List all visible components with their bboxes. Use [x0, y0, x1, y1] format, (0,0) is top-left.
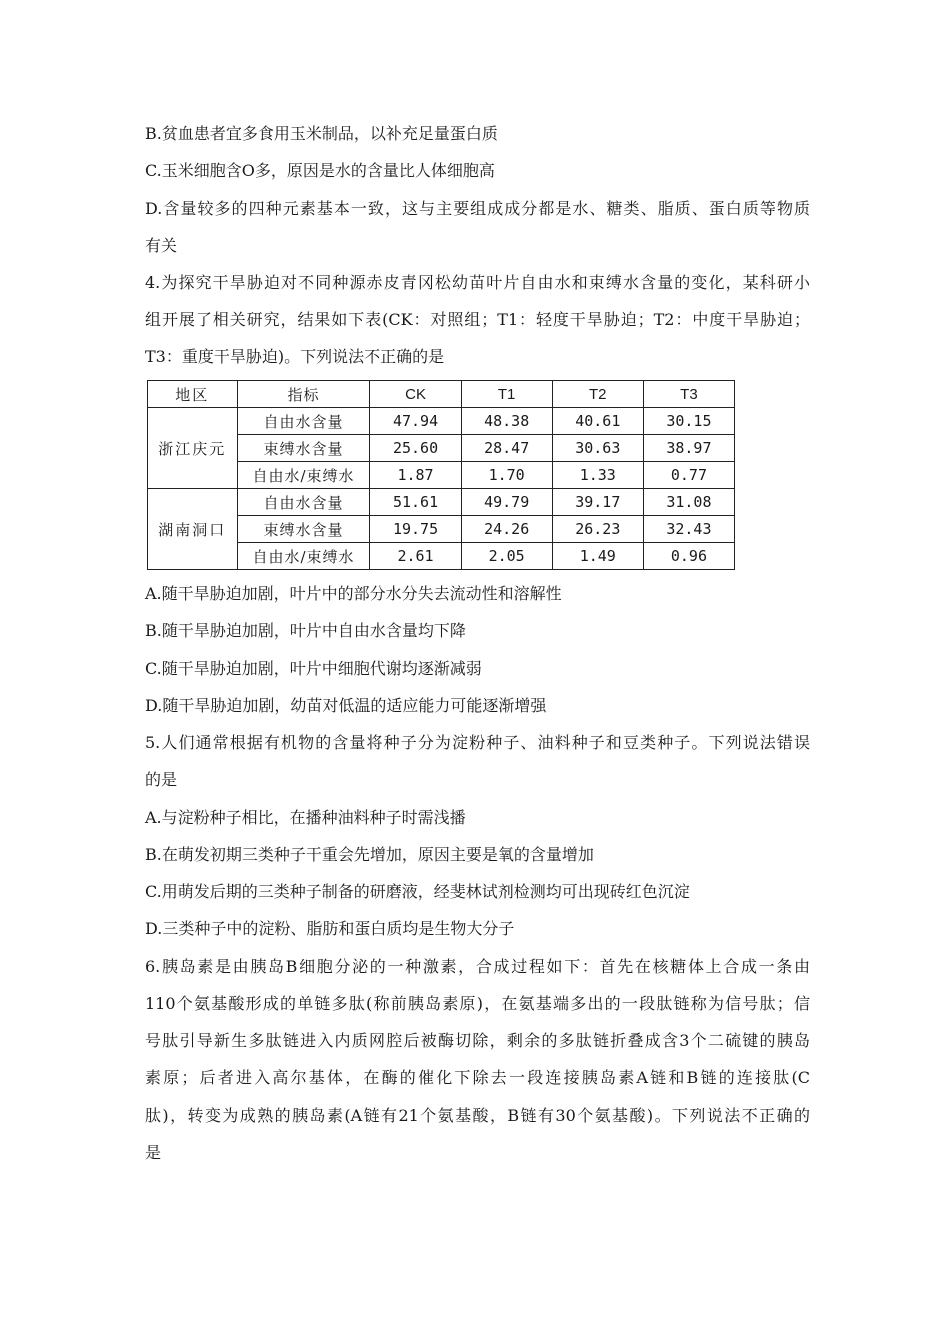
value-cell: 25.60 — [370, 435, 461, 462]
region-cell: 浙江庆元 — [148, 408, 238, 489]
value-cell: 0.96 — [643, 543, 734, 570]
q4-stem-line1: 4.为探究干旱胁迫对不同种源赤皮青冈松幼苗叶片自由水和束缚水含量的变化，某科研小 — [145, 273, 810, 292]
q4-option-b: B.随干旱胁迫加剧，叶片中自由水含量均下降 — [145, 621, 466, 640]
value-cell: 38.97 — [643, 435, 734, 462]
value-cell: 1.49 — [552, 543, 643, 570]
q3-option-c: C.玉米细胞含O多，原因是水的含量比人体细胞高 — [145, 161, 495, 180]
value-cell: 1.33 — [552, 462, 643, 489]
header-ck: CK — [370, 381, 461, 408]
indicator-cell: 束缚水含量 — [237, 516, 370, 543]
value-cell: 32.43 — [643, 516, 734, 543]
q5-option-c: C.用萌发后期的三类种子制备的研磨液，经斐林试剂检测均可出现砖红色沉淀 — [145, 882, 690, 901]
header-t1: T1 — [461, 381, 552, 408]
q6-stem-line3: 号肽引导新生多肽链进入内质网腔后被酶切除，剩余的多肽链折叠成含3个二硫键的胰岛 — [145, 1031, 810, 1050]
table-header-row — [148, 381, 735, 408]
q6-stem-line1: 6.胰岛素是由胰岛B细胞分泌的一种激素，合成过程如下：首先在核糖体上合成一条由 — [145, 957, 810, 976]
q4-option-c: C.随干旱胁迫加剧，叶片中细胞代谢均逐渐减弱 — [145, 659, 482, 678]
q3-option-d-line1: D.含量较多的四种元素基本一致，这与主要组成成分都是水、糖类、脂质、蛋白质等物质 — [145, 199, 810, 218]
table-row — [148, 489, 735, 516]
value-cell: 48.38 — [461, 408, 552, 435]
value-cell: 49.79 — [461, 489, 552, 516]
q6-stem-line2: 110个氨基酸形成的单链多肽(称前胰岛素原)，在氨基端多出的一段肽链称为信号肽；信 — [145, 994, 810, 1013]
q3-option-b: B.贫血患者宜多食用玉米制品，以补充足量蛋白质 — [145, 124, 498, 143]
value-cell: 39.17 — [552, 489, 643, 516]
table-row — [148, 408, 735, 435]
header-indicator: 指标 — [237, 381, 370, 408]
value-cell: 47.94 — [370, 408, 461, 435]
header-t3: T3 — [643, 381, 734, 408]
value-cell: 26.23 — [552, 516, 643, 543]
q5-option-d: D.三类种子中的淀粉、脂肪和蛋白质均是生物大分子 — [145, 919, 515, 938]
indicator-cell: 自由水含量 — [237, 489, 370, 516]
region-cell: 湖南洞口 — [148, 489, 238, 570]
q6-stem-line4: 素原；后者进入高尔基体，在酶的催化下除去一段连接胰岛素A链和B链的连接肽(C — [145, 1068, 810, 1087]
q5-stem-line1: 5.人们通常根据有机物的含量将种子分为淀粉种子、油料种子和豆类种子。下列说法错误 — [145, 733, 810, 752]
value-cell: 30.63 — [552, 435, 643, 462]
value-cell: 31.08 — [643, 489, 734, 516]
q4-stem-line2: 组开展了相关研究，结果如下表(CK：对照组；T1：轻度干旱胁迫；T2：中度干旱胁迫； — [145, 310, 810, 329]
q3-option-d-line2: 有关 — [145, 236, 178, 255]
indicator-cell: 自由水/束缚水 — [237, 543, 370, 570]
value-cell: 1.70 — [461, 462, 552, 489]
value-cell: 2.61 — [370, 543, 461, 570]
drought-water-table — [147, 380, 735, 570]
value-cell: 51.61 — [370, 489, 461, 516]
value-cell: 24.26 — [461, 516, 552, 543]
q4-stem-line3: T3：重度干旱胁迫)。下列说法不正确的是 — [145, 347, 445, 366]
header-t2: T2 — [552, 381, 643, 408]
indicator-cell: 自由水含量 — [237, 408, 370, 435]
value-cell: 2.05 — [461, 543, 552, 570]
q5-option-a: A.与淀粉种子相比，在播种油料种子时需浅播 — [145, 808, 466, 827]
value-cell: 19.75 — [370, 516, 461, 543]
q4-option-d: D.随干旱胁迫加剧，幼苗对低温的适应能力可能逐渐增强 — [145, 696, 547, 715]
value-cell: 30.15 — [643, 408, 734, 435]
indicator-cell: 自由水/束缚水 — [237, 462, 370, 489]
header-region: 地区 — [148, 381, 238, 408]
q5-stem-line2: 的是 — [145, 770, 178, 789]
value-cell: 0.77 — [643, 462, 734, 489]
q6-stem-line5: 肽)，转变为成熟的胰岛素(A链有21个氨基酸，B链有30个氨基酸)。下列说法不正确的 — [145, 1106, 810, 1125]
value-cell: 40.61 — [552, 408, 643, 435]
q5-option-b: B.在萌发初期三类种子干重会先增加，原因主要是氧的含量增加 — [145, 845, 594, 864]
value-cell: 28.47 — [461, 435, 552, 462]
value-cell: 1.87 — [370, 462, 461, 489]
indicator-cell: 束缚水含量 — [237, 435, 370, 462]
q6-stem-line6: 是 — [145, 1143, 162, 1162]
q4-option-a: A.随干旱胁迫加剧，叶片中的部分水分失去流动性和溶解性 — [145, 584, 562, 603]
